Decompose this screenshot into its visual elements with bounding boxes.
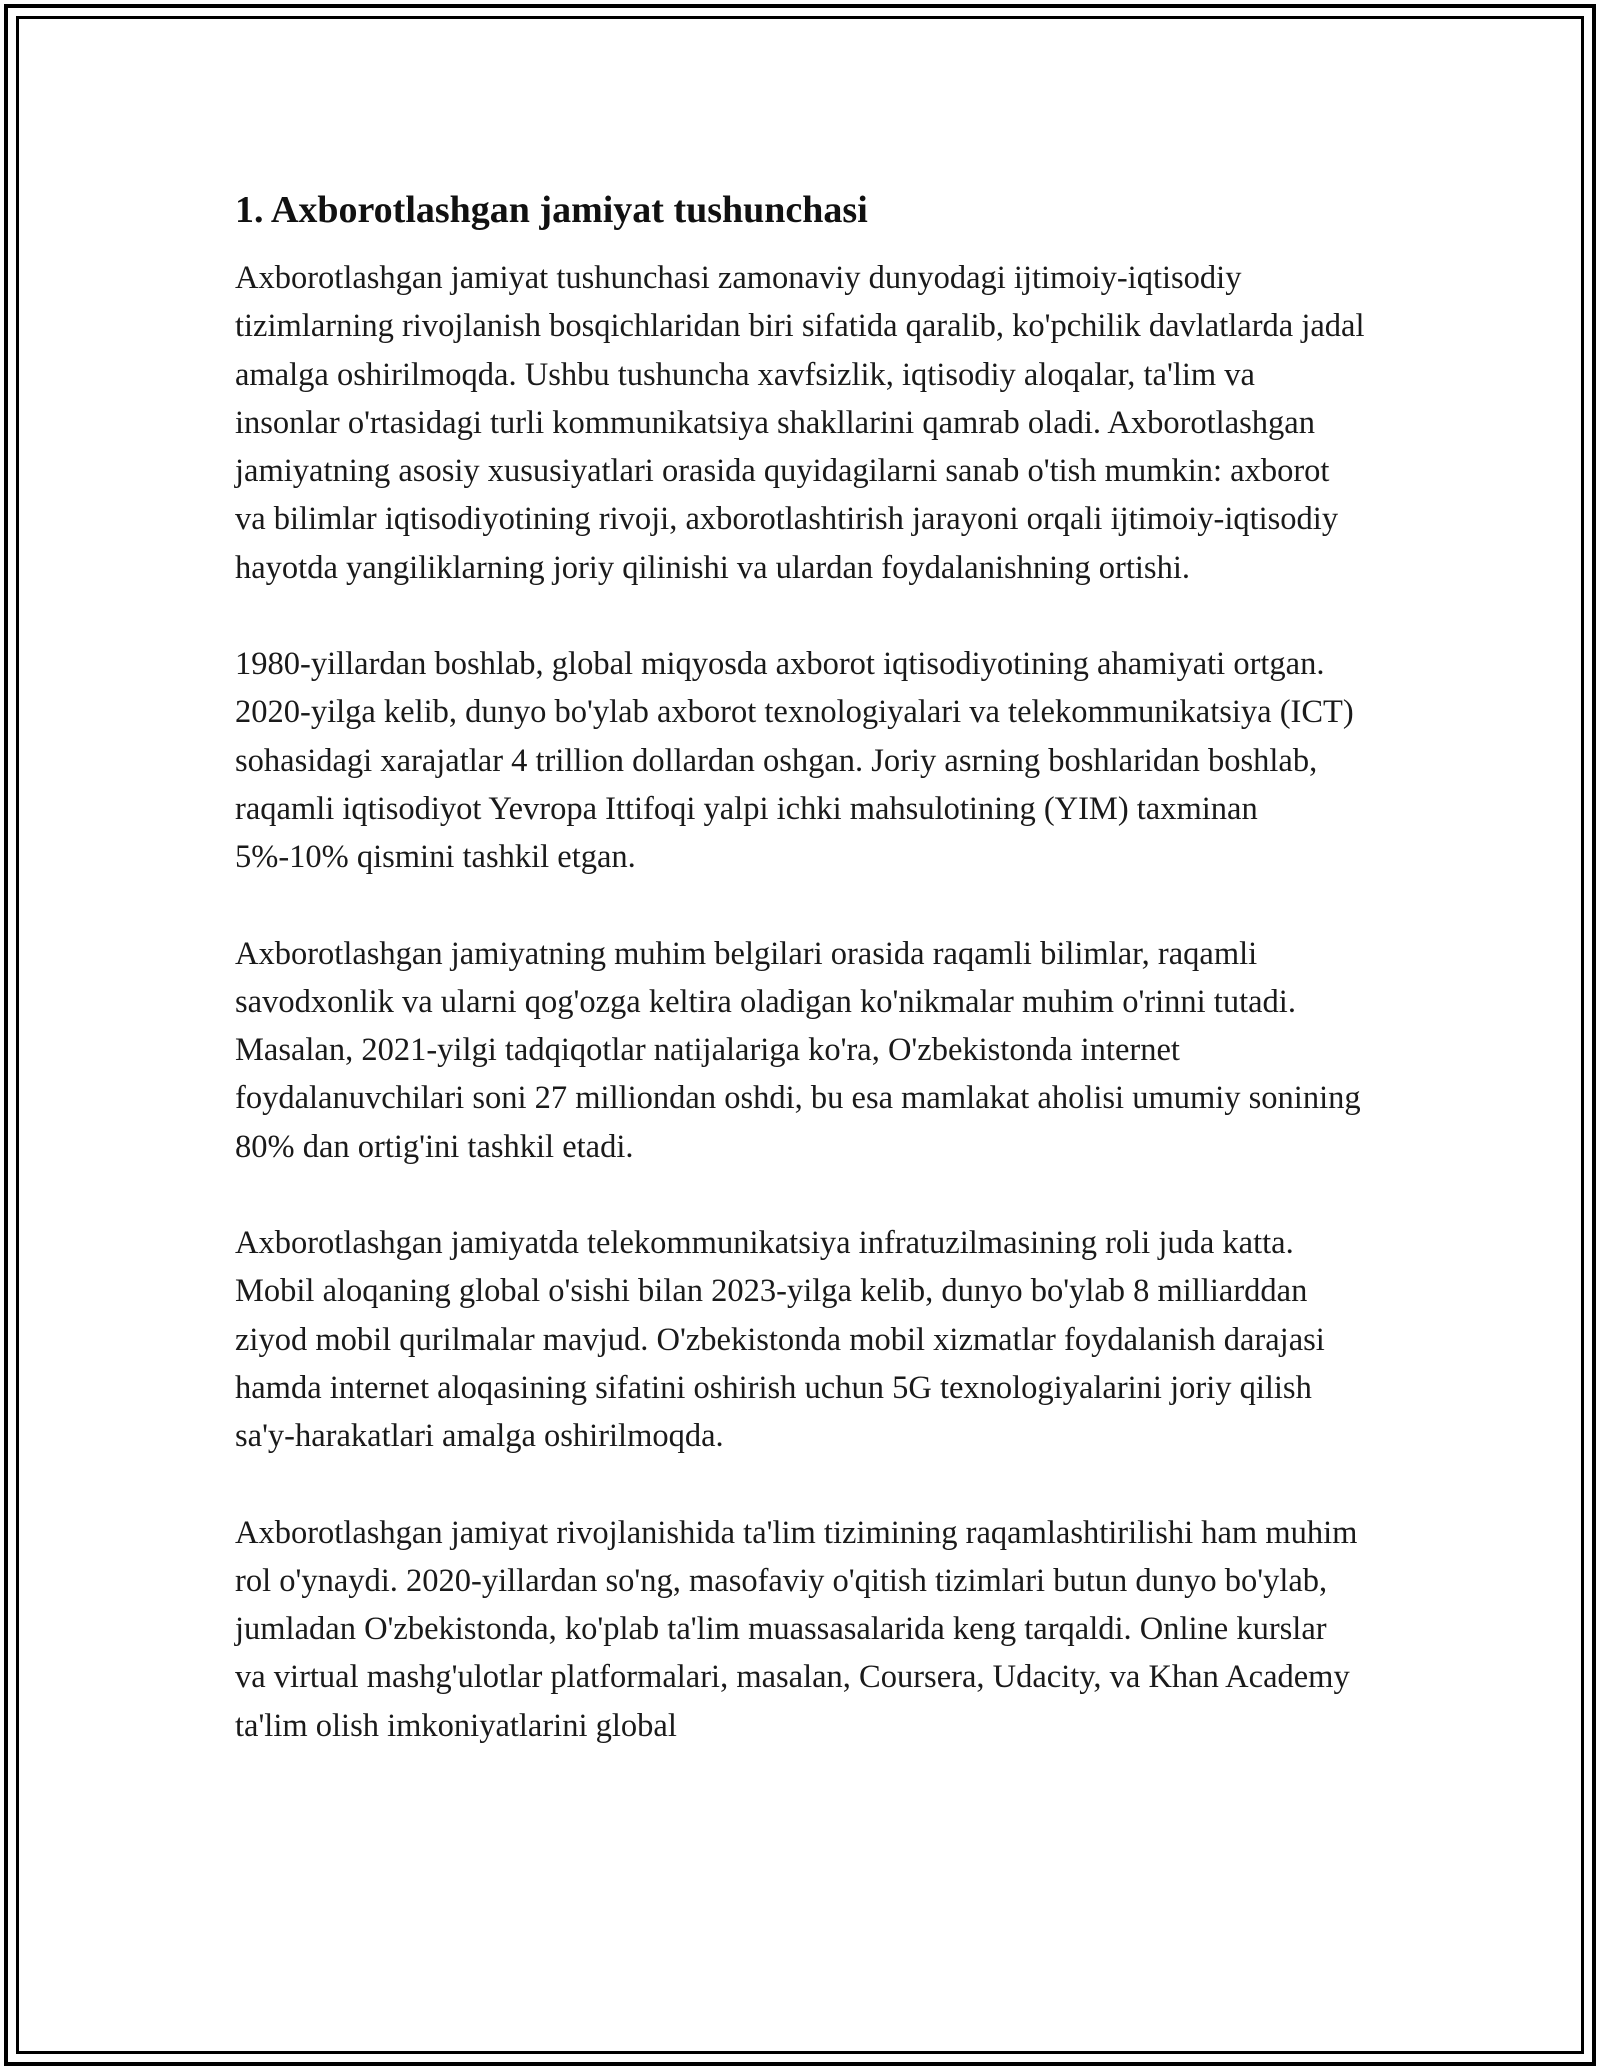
section-heading: 1. Axborotlashgan jamiyat tushunchasi	[235, 189, 868, 231]
paragraph-intro: Axborotlashgan jamiyat tushunchasi zamonaviy dunyodagi ijtimoiy-iqtisodiy tizimlarning rivojlanish bosqichlaridan biri sifatida qaralib, ko'pchilik davlatlarda jadal amalga oshirilmoqda. Ushbu tushuncha xavfsizlik, iqtisodiy aloqalar, ta'lim va insonlar o'rtasidagi turli kommunikatsiya shakllarini qamrab oladi. Axborotlashgan jamiyatning asosiy xususiyatlari orasida quyidagilarni sanab o'tish mumkin: axborot va bilimlar iqtisodiyotining rivoji, axborotlashtirish jarayoni orqali ijtimoiy-iqtisodiy hayotda yangiliklarning joriy qilinishi va ulardan foydalanishning ortishi.	[235, 260, 1365, 586]
paragraph-education: Axborotlashgan jamiyat rivojlanishida ta'lim tizimining raqamlashtirilishi ham muhim rol o'ynaydi. 2020-yillardan so'ng, masofaviy o'qitish tizimlari butun dunyo bo'ylab, jumladan O'zbekistonda, ko'plab ta'lim muassasalarida keng tarqaldi. Online kurslar va virtual mashg'ulotlar platformalari, masalan, Coursera, Udacity, va Khan Academy ta'lim olish imkoniyatlarini global	[235, 1514, 1358, 1744]
paragraph-telecom: Axborotlashgan jamiyatda telekommunikatsiya infratuzilmasining roli juda katta. Mobil aloqaning global o'sishi bilan 2023-yilga kelib, dunyo bo'ylab 8 milliarddan ziyod mobil qurilmalar mavjud. O'zbekistonda mobil xizmatlar foydalanish darajasi hamda internet aloqasining sifatini oshirish uchun 5G texnologiyalarini joriy qilish sa'y-harakatlari amalga oshirilmoqda.	[235, 1225, 1325, 1455]
paragraph-digital-literacy: Axborotlashgan jamiyatning muhim belgilari orasida raqamli bilimlar, raqamli savodxonlik va ularni qog'ozga keltira oladigan ko'nikmalar muhim o'rinni tutadi. Masalan, 2021-yilgi tadqiqotlar natijalariga ko'ra, O'zbekistonda internet foydalanuvchilari soni 27 milliondan oshdi, bu esa mamlakat aholisi umumiy sonining 80% dan ortig'ini tashkil etadi.	[235, 935, 1361, 1165]
paragraph-ict-spending: 1980-yillardan boshlab, global miqyosda axborot iqtisodiyotining ahamiyati ortgan. 2020-yilga kelib, dunyo bo'ylab axborot texnologiyalari va telekommunikatsiya (ICT) sohasidagi xarajatlar 4 trillion dollardan oshgan. Joriy asrning boshlaridan boshlab, raqamli iqtisodiyot Yevropa Ittifoqi yalpi ichki mahsulotining (YIM) taxminan 5%-10% qismini tashkil etgan.	[235, 646, 1354, 876]
document-body	[235, 186, 1365, 1798]
